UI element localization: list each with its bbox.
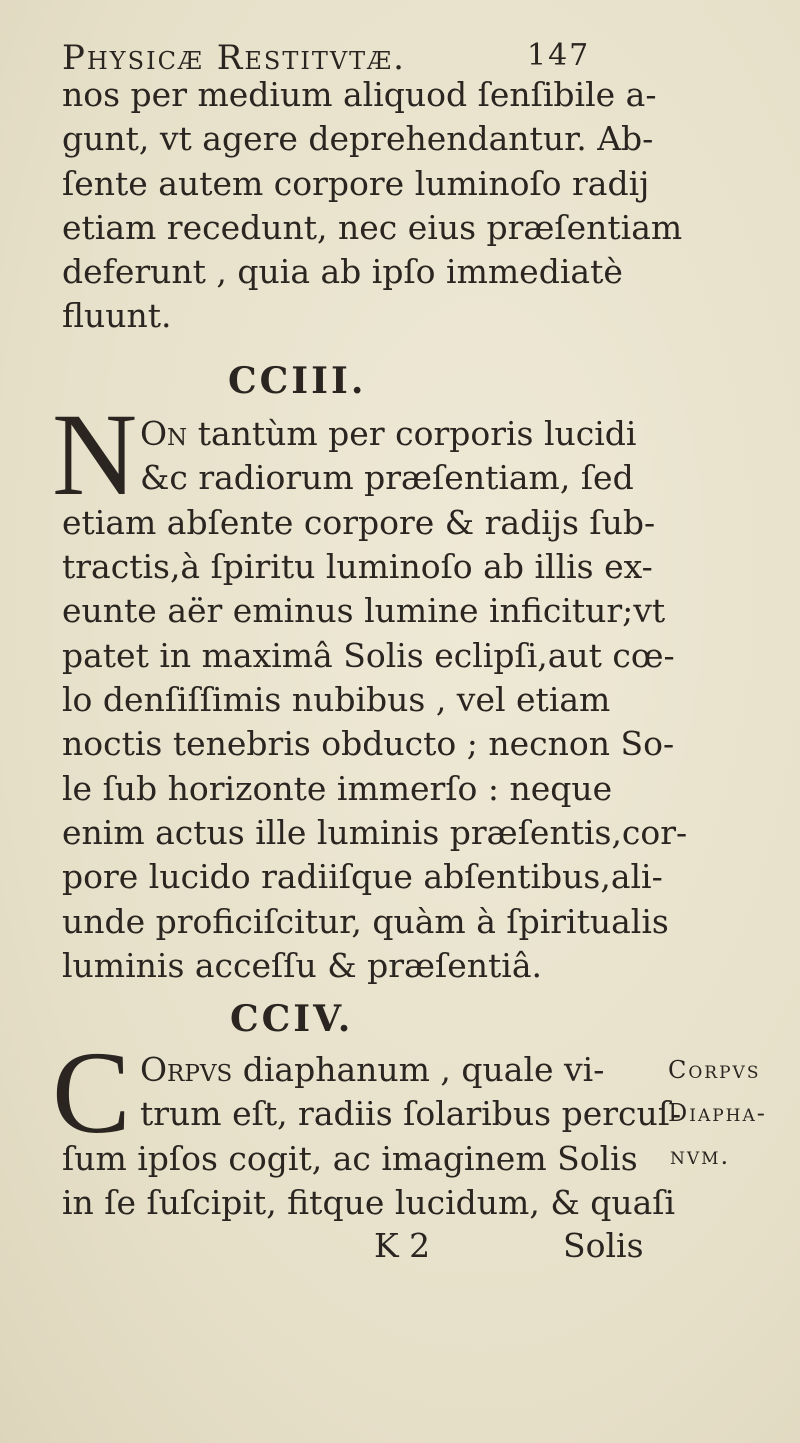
text-line: patet in maximâ Solis eclipſi,aut cœ-	[62, 636, 675, 675]
drop-capital: N	[52, 389, 138, 520]
catchword: Solis	[563, 1226, 644, 1265]
text-line: luminis acceſſu & præſentiâ.	[62, 946, 542, 985]
text-line: lo denſiſſimis nubibus , vel etiam	[62, 680, 611, 719]
signature-mark: K 2	[374, 1226, 431, 1265]
first-word-rest: Orpvs	[140, 1050, 233, 1089]
section-heading: CCIV.	[230, 998, 354, 1040]
text-line: unde proficiſcitur, quàm à ſpiritualis	[62, 902, 669, 941]
text-line: noctis tenebris obducto ; necnon So-	[62, 724, 675, 763]
section-heading: CCIII.	[228, 360, 367, 402]
running-title: Physicæ Restitvtæ.	[62, 38, 406, 78]
text-line: in ſe ſuſcipit, fitque lucidum, & quaſi	[62, 1183, 676, 1222]
text-line: enim actus ille luminis præſentis,cor-	[62, 813, 688, 852]
text-line: &c radiorum præſentiam, ſed	[140, 458, 634, 497]
running-header	[62, 38, 702, 78]
text-line: etiam recedunt, nec eius præſentiam	[62, 208, 683, 247]
text-line: diaphanum , quale vi-	[242, 1050, 605, 1089]
text-line: fluunt.	[62, 296, 172, 335]
first-word-rest: On	[140, 414, 188, 453]
text-line: eunte aër eminus lumine inficitur;vt	[62, 591, 666, 630]
margin-note-line: Corpvs	[668, 1056, 761, 1084]
text-line: trum eſt, radiis ſolaribus percuſ-	[140, 1094, 682, 1133]
margin-note-line: Diapha-	[668, 1099, 767, 1127]
text-line: etiam abſente corpore & radijs ſub-	[62, 503, 656, 542]
margin-note-line: nvm.	[670, 1142, 731, 1170]
text-line: nos per medium aliquod ſenſibile a-	[62, 75, 657, 114]
text-line: pore lucido radiiſque abſentibus,ali-	[62, 857, 663, 896]
text-line: deferunt , quia ab ipſo immediatè	[62, 252, 623, 291]
text-line: ſente autem corpore luminoſo radij	[62, 164, 650, 203]
text-line: tantùm per corporis lucidi	[197, 414, 637, 453]
text-line: le ſub horizonte immerſo : neque	[62, 769, 613, 808]
text-line: tractis,à ſpiritu luminoſo ab illis ex-	[62, 547, 653, 586]
text-line: ſum ipſos cogit, ac imaginem Solis	[62, 1139, 638, 1178]
page-number: 147	[527, 38, 591, 73]
text-line: gunt, vt agere deprehendantur. Ab-	[62, 119, 654, 158]
drop-capital: C	[52, 1027, 131, 1158]
